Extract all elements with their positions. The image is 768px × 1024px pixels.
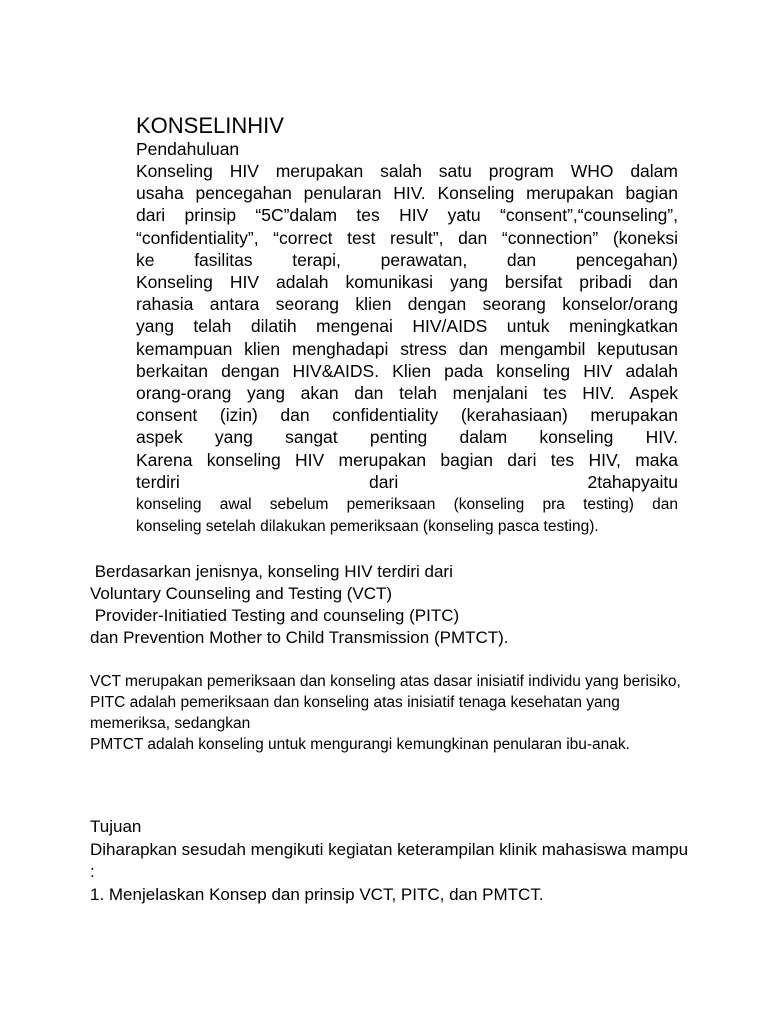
types-line: dan Prevention Mother to Child Transmission (PMTCT). bbox=[90, 628, 509, 647]
intro-line: Konseling HIV merupakan salah satu program WHO dalam bbox=[136, 161, 678, 181]
intro-line: ke fasilitas terapi, perawatan, dan pencegahan) bbox=[136, 249, 678, 270]
intro-small-line: konseling setelah dilakukan pemeriksaan (konseling pasca testing). bbox=[136, 518, 599, 535]
goals-section bbox=[90, 816, 690, 906]
intro-small-line: konseling awal sebelum pemeriksaan (konseling pra testing) dan bbox=[136, 496, 678, 513]
intro-line: rahasia antara seorang klien dengan seorang konselor/orang bbox=[136, 294, 678, 315]
definitions bbox=[90, 671, 690, 755]
counseling-types bbox=[90, 561, 690, 649]
intro-line: “confidentiality”, “correct test result”, dan “connection” (koneksi bbox=[136, 227, 678, 248]
intro-line: Karena konseling HIV merupakan bagian dari tes HIV, maka bbox=[136, 449, 678, 470]
types-line: Berdasarkan jenisnya, konseling HIV terdiri dari bbox=[90, 562, 453, 581]
intro-line: yang telah dilatih mengenai HIV/AIDS untuk meningkatkan bbox=[136, 316, 678, 337]
types-line: Provider-Initiatied Testing and counseling (PITC) bbox=[90, 606, 460, 625]
intro-line: berkaitan dengan HIV&AIDS. Klien pada konseling HIV adalah bbox=[136, 360, 678, 381]
document-title: KONSELINHIV bbox=[136, 113, 284, 138]
intro-line: dari prinsip “5C”dalam tes HIV yatu “consent”,“counseling”, bbox=[136, 205, 678, 226]
definition-pitc: PITC adalah pemeriksaan dan konseling atas inisiatif tenaga kesehatan yang memeriksa, sedangkan bbox=[90, 694, 620, 732]
intro-line: orang-orang yang akan dan telah menjalani tes HIV. Aspek bbox=[136, 383, 678, 404]
section-heading-pendahuluan: Pendahuluan bbox=[136, 139, 240, 159]
intro-line: terdiri dari 2tahapyaitu bbox=[136, 471, 678, 492]
types-line: Voluntary Counseling and Testing (VCT) bbox=[90, 584, 393, 603]
definition-vct: VCT merupakan pemeriksaan dan konseling atas dasar inisiatif individu yang berisiko, bbox=[90, 673, 681, 690]
intro-small-paragraph bbox=[136, 494, 678, 538]
intro-paragraph bbox=[136, 160, 678, 493]
goal-intro: Diharapkan sesudah mengikuti kegiatan keterampilan klinik mahasiswa mampu : bbox=[90, 839, 689, 881]
intro-line: consent (izin) dan confidentiality (kerahasiaan) merupakan bbox=[136, 405, 678, 426]
definition-pmtct: PMTCT adalah konseling untuk mengurangi kemungkinan penularan ibu-anak. bbox=[90, 736, 630, 753]
intro-line: usaha pencegahan penularan HIV. Konseling merupakan bagian bbox=[136, 183, 678, 204]
section-heading-tujuan: Tujuan bbox=[90, 817, 142, 836]
intro-line: aspek yang sangat penting dalam konseling HIV. bbox=[136, 427, 678, 448]
goal-item: 1. Menjelaskan Konsep dan prinsip VCT, PITC, dan PMTCT. bbox=[90, 884, 544, 904]
intro-line: kemampuan klien menghadapi stress dan mengambil keputusan bbox=[136, 338, 678, 359]
intro-line: Konseling HIV adalah komunikasi yang bersifat pribadi dan bbox=[136, 272, 678, 293]
